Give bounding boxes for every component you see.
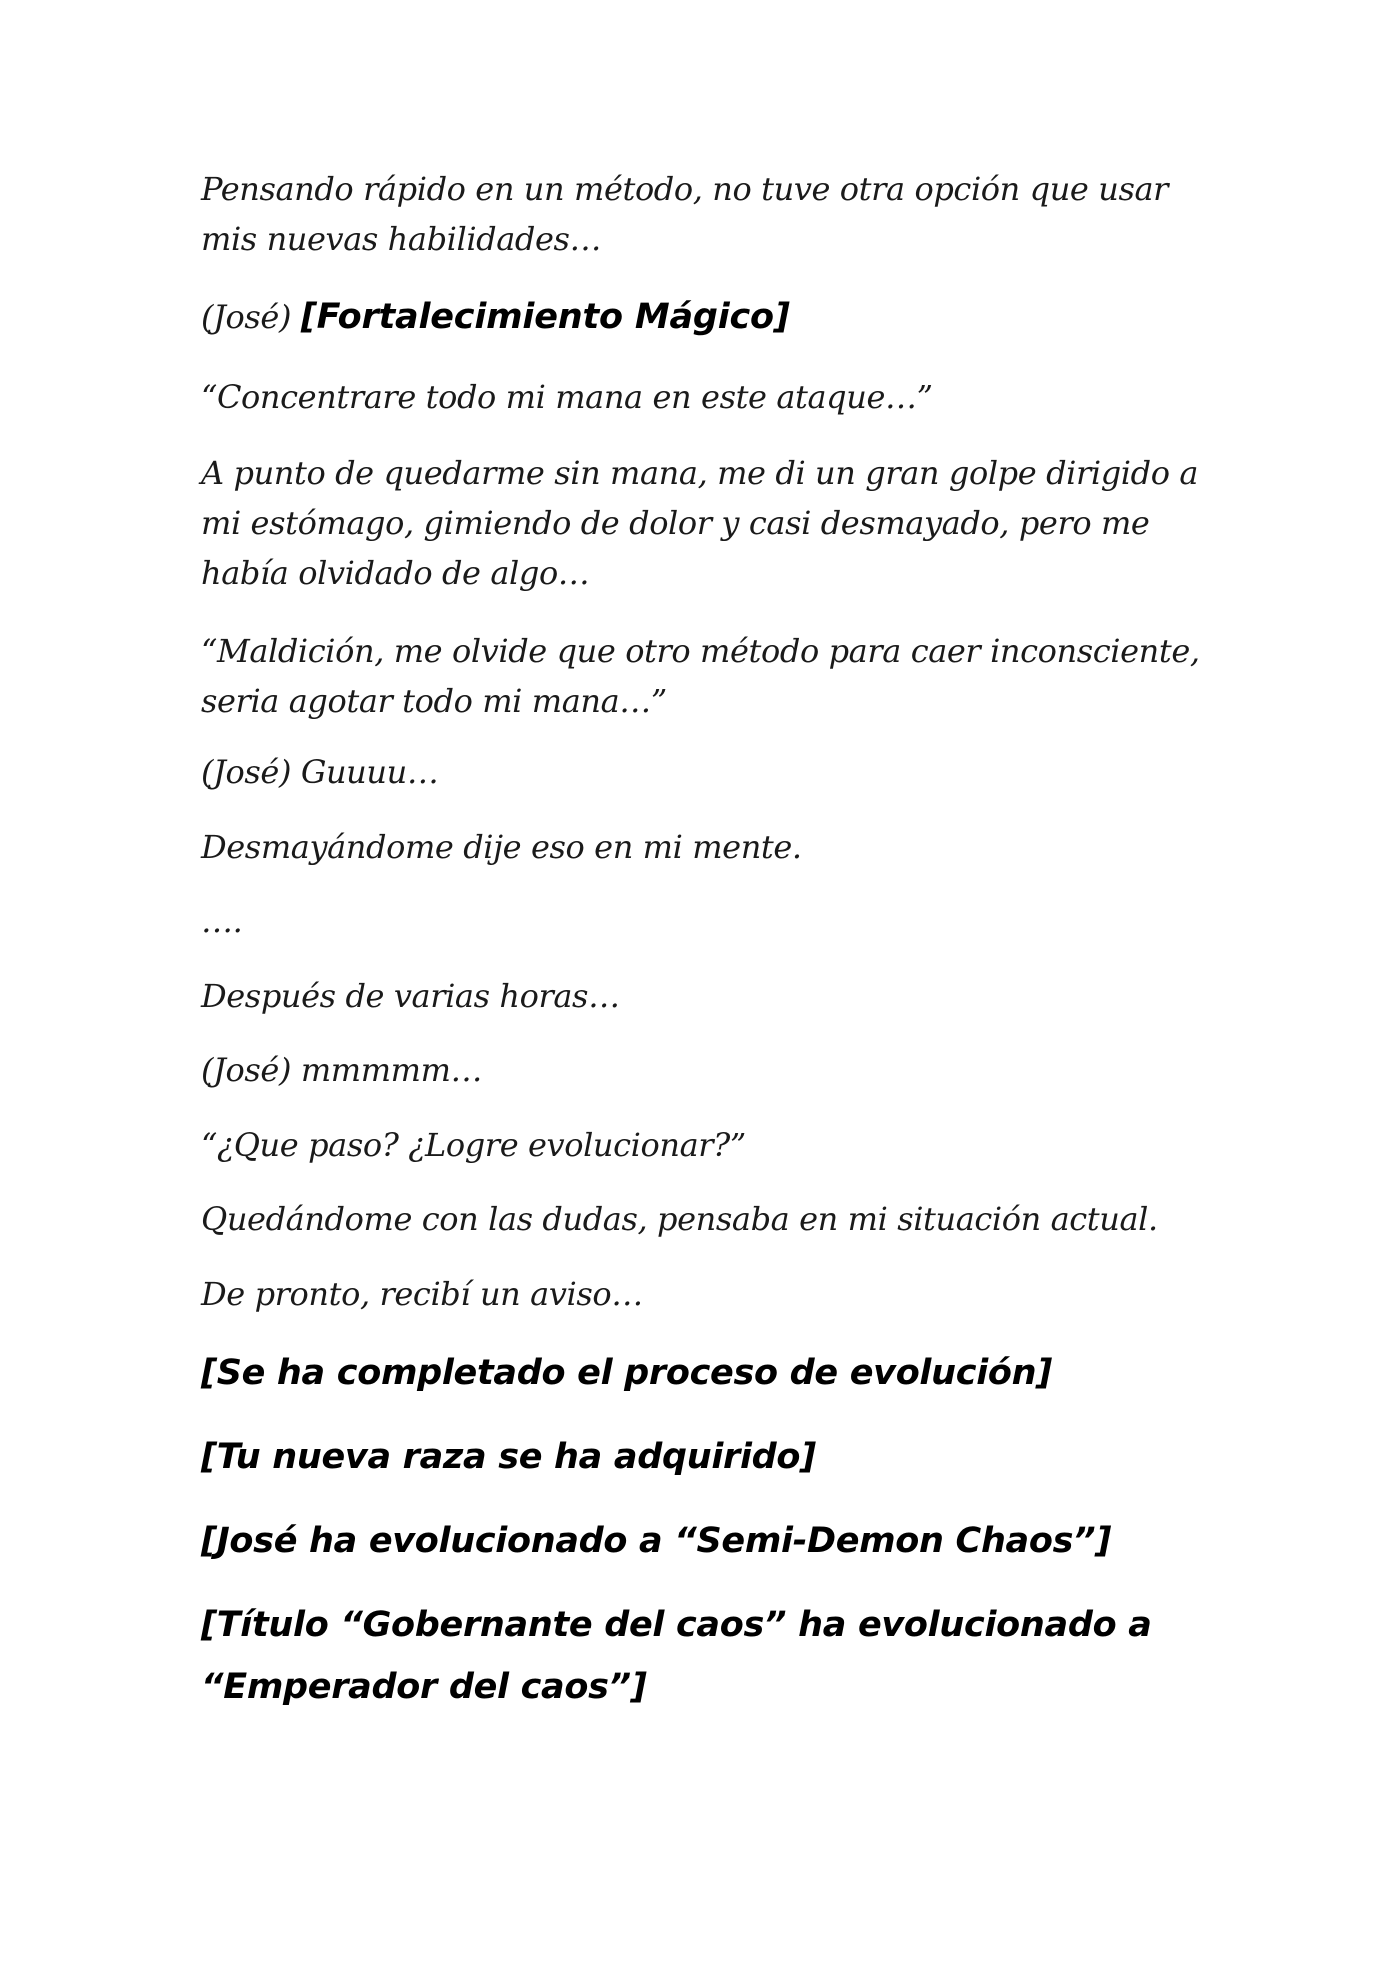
paragraph-8: Quedándome con las dudas, pensaba en mi situación actual.	[201, 1200, 1158, 1238]
system-message-1: [Se ha completado el proceso de evolución]	[201, 1353, 1052, 1393]
system-message-2: [Tu nueva raza se ha adquirido]	[201, 1437, 816, 1477]
paragraph-2: “Concentrare todo mi mana en este ataque…”	[201, 378, 933, 416]
paragraph-4: “Maldición, me olvide que otro método para caer inconsciente, seria agotar todo mi mana…”	[201, 632, 1200, 720]
paragraph-7: “¿Que paso? ¿Logre evolucionar?”	[201, 1126, 746, 1164]
paragraph-9: De pronto, recibí un aviso…	[201, 1275, 643, 1313]
system-message-4: [Título “Gobernante del caos” ha evolucionado a “Emperador del caos”]	[201, 1605, 1152, 1707]
dialogue-line-2	[201, 1051, 1221, 1089]
speaker-name: (José)	[201, 753, 292, 791]
system-message-3: [José ha evolucionado a “Semi-Demon Chaos”]	[201, 1521, 1112, 1561]
skill-name: [Fortalecimiento Mágico]	[300, 297, 790, 337]
paragraph-5: Desmayándome dije eso en mi mente.	[201, 828, 802, 866]
scene-break: ….	[201, 902, 243, 940]
skill-line	[201, 297, 1221, 337]
paragraph-6: Después de varias horas…	[201, 977, 620, 1015]
dialogue-text: Guuuu…	[300, 753, 439, 791]
speaker-name: (José)	[201, 1051, 292, 1089]
paragraph-3: A punto de quedarme sin mana, me di un gran golpe dirigido a mi estómago, gimiendo de dolor y casi desmayado, pero me había olvidado de algo…	[201, 454, 1199, 592]
speaker-name: (José)	[201, 298, 292, 336]
dialogue-text: mmmmm…	[300, 1051, 483, 1089]
dialogue-line-1	[201, 753, 1221, 791]
paragraph-1: Pensando rápido en un método, no tuve otra opción que usar mis nuevas habilidades…	[201, 170, 1169, 258]
